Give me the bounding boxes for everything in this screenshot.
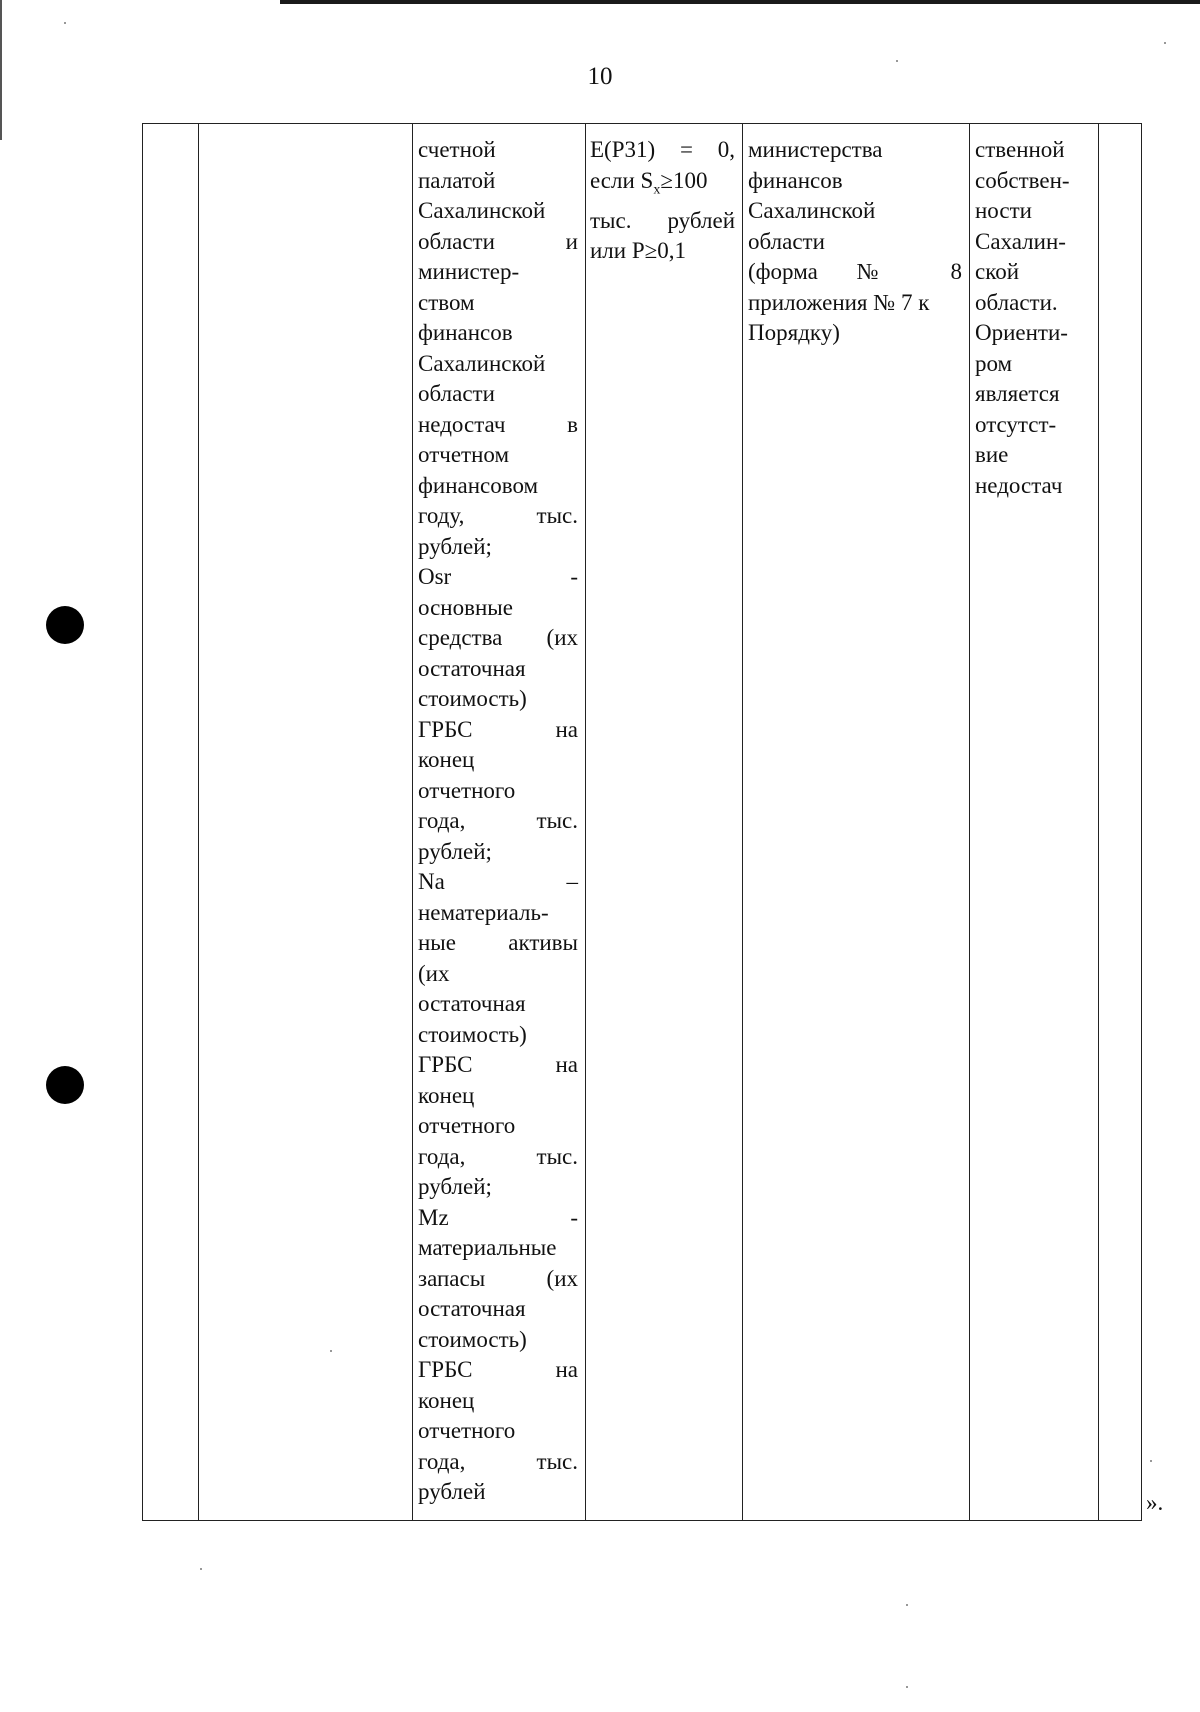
text-fragment	[590, 166, 707, 206]
text-line: года, тыс.	[418, 808, 578, 833]
scan-speck	[64, 22, 66, 24]
text-line: области	[748, 228, 825, 254]
scan-top-edge	[280, 0, 1200, 4]
text-line: области.	[975, 289, 1058, 315]
text-line: Ориенти-	[975, 320, 1068, 345]
text-line: счетной	[418, 137, 496, 162]
text-line	[590, 166, 735, 206]
punch-hole-top	[46, 606, 84, 644]
scan-speck	[906, 1686, 908, 1688]
page-number: 10	[587, 63, 613, 90]
text-line: конец	[418, 1082, 475, 1108]
text-line: остаточная	[418, 991, 526, 1016]
column-divider-4	[742, 123, 743, 1521]
scan-speck	[1150, 1460, 1152, 1462]
text-line: остаточная	[418, 1296, 526, 1321]
text-line: отчетного	[418, 1418, 516, 1443]
column-divider-3	[585, 123, 586, 1521]
scan-speck	[200, 1568, 202, 1570]
text-line: приложения № 7 к	[748, 289, 930, 315]
text-line: министерства	[748, 137, 883, 162]
text-line: средства (их	[418, 625, 578, 650]
text-line: Mz -	[418, 1204, 578, 1230]
text-line: собствен-	[975, 167, 1070, 193]
text-line: ные активы	[418, 930, 578, 955]
text-line: ГРБС на	[418, 1052, 578, 1077]
text-fragment: если S	[590, 167, 654, 193]
text-line: (их	[418, 960, 450, 986]
text-line: отсутст-	[975, 411, 1057, 437]
text-line: министер-	[418, 259, 520, 284]
text-line: рублей;	[418, 1174, 492, 1199]
text-line: Сахалинской	[418, 198, 546, 223]
text-line: отчетного	[418, 777, 516, 803]
text-line: ГРБС на	[418, 1357, 578, 1382]
scan-speck	[896, 60, 898, 62]
cell-criteria	[590, 135, 735, 267]
text-line: ГРБС на	[418, 716, 578, 742]
closing-quote-mark: ».	[1146, 1490, 1164, 1515]
text-line: финансовом	[418, 472, 539, 498]
text-line: рублей;	[418, 533, 492, 559]
text-line: области и	[418, 228, 578, 254]
text-line: является	[975, 381, 1060, 406]
scan-speck	[330, 1350, 332, 1352]
text-line: недостач	[975, 472, 1063, 498]
text-line: материальные	[418, 1235, 557, 1260]
text-line: палатой	[418, 167, 496, 193]
text-line: вие	[975, 442, 1009, 467]
text-line: тыс. рублей	[590, 207, 735, 233]
subscript: x	[653, 182, 661, 198]
text-line: Сахалинской	[748, 198, 876, 223]
text-line: ности	[975, 198, 1032, 223]
text-line: финансов	[418, 320, 513, 345]
text-line: года, тыс.	[418, 1448, 578, 1474]
text-line: Osr -	[418, 564, 578, 589]
text-line: стоимость)	[418, 1326, 527, 1352]
text-line: году, тыс.	[418, 503, 578, 528]
text-line: Na –	[418, 869, 578, 894]
text-line: рублей;	[418, 838, 492, 864]
text-line: области	[418, 381, 495, 406]
text-line: финансов	[748, 167, 843, 193]
text-line: ственной	[975, 137, 1065, 162]
text-line: Сахалин-	[975, 228, 1066, 254]
cell-source	[748, 135, 962, 349]
text-line: ством	[418, 289, 475, 315]
text-line: ром	[975, 350, 1013, 376]
column-divider-1	[198, 123, 199, 1521]
text-line: конец	[418, 1387, 475, 1413]
text-line: запасы (их	[418, 1265, 578, 1291]
scan-speck	[1164, 42, 1166, 44]
text-line: рублей	[418, 1479, 486, 1504]
text-line: Порядку)	[748, 320, 840, 345]
text-line: года, тыс.	[418, 1143, 578, 1169]
cell-benchmark	[975, 135, 1093, 501]
column-divider-6	[1098, 123, 1099, 1521]
text-line: ской	[975, 259, 1020, 284]
text-line: недостач в	[418, 411, 578, 437]
text-line: или P≥0,1	[590, 238, 687, 264]
text-line: E(P31) = 0,	[590, 137, 735, 162]
text-line: Сахалинской	[418, 350, 546, 376]
text-line: стоимость)	[418, 686, 527, 711]
text-line: конец	[418, 747, 475, 772]
text-line: основные	[418, 594, 513, 620]
text-line: отчетного	[418, 1113, 516, 1138]
text-line: остаточная	[418, 655, 526, 681]
text-line: отчетном	[418, 442, 510, 467]
text-line: стоимость)	[418, 1021, 527, 1047]
cell-formula-description	[418, 135, 578, 1508]
text-line: (форма № 8	[748, 259, 962, 284]
text-line: нематериаль-	[418, 899, 549, 925]
column-divider-2	[412, 123, 413, 1521]
text-fragment: ≥100	[660, 167, 708, 193]
column-divider-5	[969, 123, 970, 1521]
punch-hole-bottom	[46, 1066, 84, 1104]
scan-speck	[906, 1604, 908, 1606]
